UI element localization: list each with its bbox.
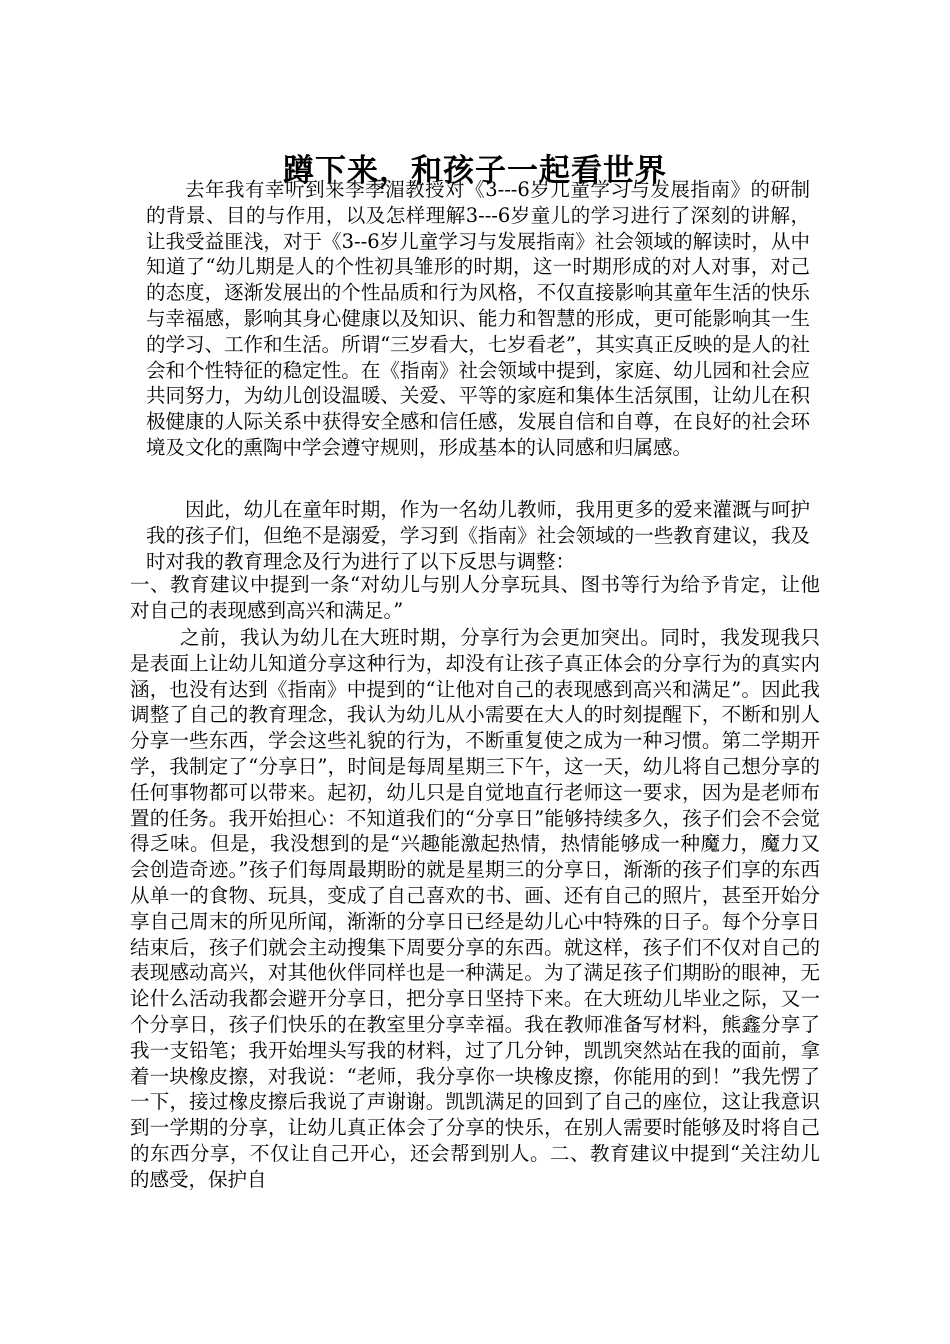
paragraph-section-one-heading: 一、教育建议中提到一条“对幼儿与别人分享玩具、图书等行为给予肯定，让他对自己的表现感到高兴和满足。”: [130, 573, 820, 622]
paragraph-reflection: 因此，幼儿在童年时期，作为一名幼儿教师，我用更多的爱来灌溉与呵护我的孩子们，但绝不是溺爱，学习到《指南》社会领域的一些教育建议，我及时对我的教育理念及行为进行了以下反思与调整：: [146, 498, 810, 573]
paragraph-intro: 去年我有幸听到来李季湄教授对《3---6岁儿童学习与发展指南》的研制的背景、目的与作用，以及怎样理解3---6岁童儿的学习进行了深刻的讲解，让我受益匪浅，对于《3--6岁儿童学习与发展指南》社会领域的解读时，从中知道了“幼儿期是人的个性初具雏形的时期，这一时期形成的对人对事，对己的态度，逐渐发展出的个性品质和行为风格，不仅直接影响其童年生活的快乐与幸福感，影响其身心健康以及知识、能力和智慧的形成，更可能影响其一生的学习、工作和生活。所谓“三岁看大，七岁看老”，其实真正反映的是人的社会和个性特征的稳定性。在《指南》社会领域中提到，家庭、幼儿园和社会应共同努力，为幼儿创设温暖、关爱、平等的家庭和集体生活氛围，让幼儿在积极健康的人际关系中获得安全感和信任感，发展自信和自尊，在良好的社会环境及文化的熏陶中学会遵守规则，形成基本的认同感和归属感。: [146, 178, 810, 459]
document-title: 蹲下来，和孩子一起看世界: [283, 152, 667, 189]
paragraph-sharing-day: 之前，我认为幼儿在大班时期，分享行为会更加突出。同时，我发现我只是表面上让幼儿知道分享这种行为，却没有让孩子真正体会的分享行为的真实内涵，也没有达到《指南》中提到的“让他对自己的表现感到高兴和满足”。因此我调整了自己的教育理念，我认为幼儿从小需要在大人的时刻提醒下，不断和别人分享一些东西，学会这些礼貌的行为，不断重复使之成为一种习惯。第二学期开学，我制定了“分享日”，时间是每周星期三下午，这一天，幼儿将自己想分享的任何事物都可以带来。起初，幼儿只是自觉地直行老师这一要求，因为是老师布置的任务。我开始担心：不知道我们的“分享日”能够持续多久，孩子们会不会觉得乏味。但是，我没想到的是“兴趣能激起热情，热情能够成一种魔力，魔力又会创造奇迹。”孩子们每周最期盼的就是星期三的分享日，渐渐的孩子们享的东西从单一的食物、玩具，变成了自己喜欢的书、画、还有自己的照片，甚至开始分享自己周末的所见所闻，渐渐的分享日已经是幼儿心中特殊的日子。每个分享日结束后，孩子们就会主动搜集下周要分享的东西。就这样，孩子们不仅对自己的表现感动高兴，对其他伙伴同样也是一种满足。为了满足孩子们期盼的眼神，无论什么活动我都会避开分享日，把分享日坚持下来。在大班幼儿毕业之际，又一个分享日，孩子们快乐的在教室里分享幸福。我在教师准备写材料，熊鑫分享了我一支铅笔；我开始埋头写我的材料，过了几分钟，凯凯突然站在我的面前，拿着一块橡皮擦，对我说：“老师，我分享你一块橡皮擦，你能用的到！”我先愣了一下，接过橡皮擦后我说了声谢谢。凯凯满足的回到了自己的座位，这让我意识到一学期的分享，让幼儿真正体会了分享的快乐，在别人需要时能够及时将自己的东西分享，不仅让自己开心，还会帮到别人。二、教育建议中提到“关注幼儿的感受，保护自: [130, 626, 820, 1191]
